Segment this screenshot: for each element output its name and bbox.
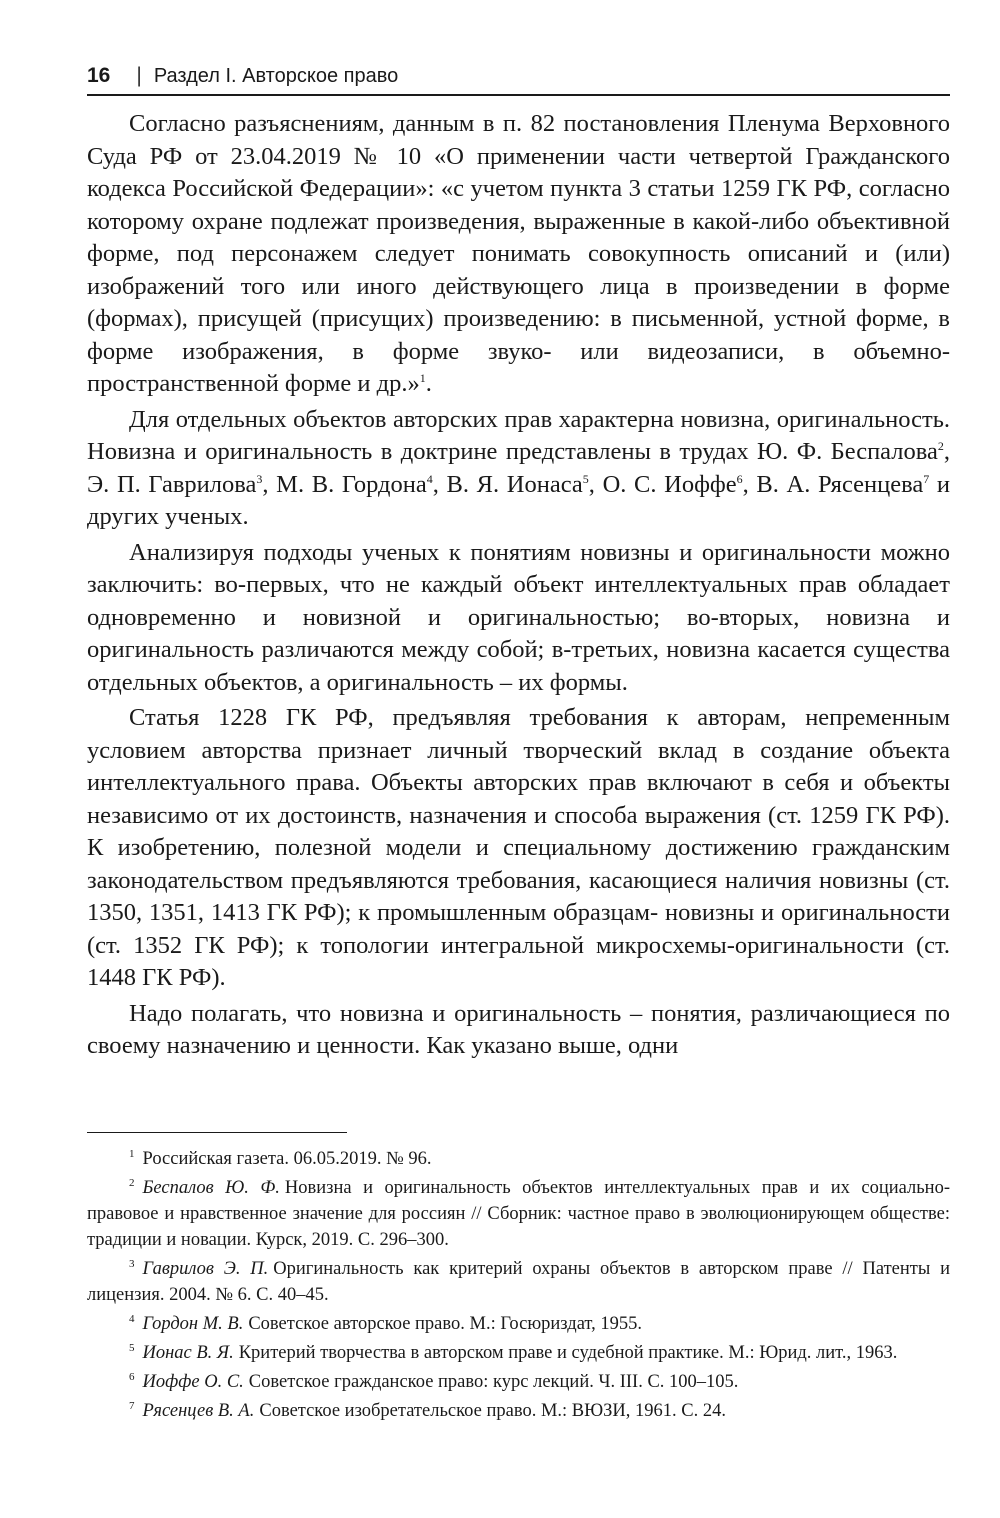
footnote-ref-7: 7 — [923, 471, 930, 486]
paragraph-1: Согласно разъяснениям, данным в п. 82 постановления Пленума Верховного Суда РФ от 23.04.2019 № 10 «О применении части четвертой Гражданского кодекса Российской Федерации»: «с учетом пункта 3 статьи 1259 ГК РФ, согласно которому охране подлежат произведения, выраженные в какой-либо объективной форме, под персонажем следует понимать совокупность описаний и (или) изображений того или иного действующего лица в произведении в форме (формах), присущей (присущих) произведению: в письменной, устной форме, в форме изображения, в форме звуко- или видеозаписи, в объемно-пространственной форме и др.»$^1$. — [87, 110, 950, 397]
footnote-2: $^2$ Беспалов Ю. Ф. Новизна и оригинальность объектов интеллектуальных прав и их социально-правовое и нравственное значение для россиян // Сборник: частное право в эволюционирующем обществе: традиции и новации. Курск, 2019. С. 296–300. — [87, 1177, 950, 1250]
footnote-ref-2: 2 — [937, 439, 944, 453]
page-number: 16 — [87, 64, 111, 87]
footnotes — [87, 1146, 950, 1427]
footnote-ref-6: 6 — [736, 471, 743, 486]
footnote-1: $^1$ Российская газета. 06.05.2019. № 96. — [129, 1148, 432, 1169]
footnote-ref-1: 1 — [419, 371, 426, 385]
footnote-ref-5: 5 — [582, 471, 589, 486]
section-title: Раздел I. Авторское право — [153, 64, 399, 87]
paragraph-2: Для отдельных объектов авторских прав характерна новизна, оригинальность. Новизна и оригинальность в доктрине представлены в трудах Ю. Ф. Беспалова$^2$, Э. П. Гаврилова$^3$, М. В. Гордона$^4$, В. Я. Ионаса$^5$, О. С. Иоффе$^6$, В. А. Рясенцева$^7$ и других ученых. — [87, 405, 950, 530]
footnote-5: $^5$ Ионас В. Я. Критерий творчества в авторском праве и судебной практике. М.: Юрид. лит., 1963. — [129, 1342, 898, 1363]
main-text — [87, 108, 950, 1066]
header-separator: | — [136, 64, 142, 87]
paragraph-4: Статья 1228 ГК РФ, предъявляя требования к авторам, непременным условием авторства признает личный творческий вклад в создание объекта интеллектуального права. Объекты авторских прав включают в себя и объекты независимо от их достоинств, назначения и способа выражения (ст. 1259 ГК РФ). К изобретению, полезной модели и специальному достижению гражданским законодательством предъявляются требования, касающиеся наличия новизны (ст. 1350, 1351, 1413 ГК РФ); к промышленным образцам- новизны и оригинальности (ст. 1352 ГК РФ); к топологии интегральной микросхемы-оригинальности (ст. 1448 ГК РФ). — [87, 704, 950, 991]
footnote-3: $^3$ Гаврилов Э. П. Оригинальность как критерий охраны объектов в авторском праве // Патенты и лицензия. 2004. № 6. С. 40–45. — [87, 1258, 951, 1305]
footnote-4: $^4$ Гордон М. В. Советское авторское право. М.: Госюриздат, 1955. — [129, 1313, 642, 1334]
footnote-7: $^7$ Рясенцев В. А. Советское изобретательское право. М.: ВЮЗИ, 1961. С. 24. — [129, 1400, 726, 1421]
paragraph-3: Анализируя подходы ученых к понятиям новизны и оригинальности можно заключить: во-первых, что не каждый объект интеллектуальных прав обладает одновременно и новизной и оригинальностью; во-вторых, новизна и оригинальность различаются между собой; в-третьих, новизна касается существа отдельных объектов, а оригинальность – их формы. — [87, 538, 950, 696]
footnote-divider — [87, 1132, 347, 1133]
footnote-6: $^6$ Иоффе О. С. Советское гражданское право: курс лекций. Ч. III. С. 100–105. — [129, 1371, 739, 1392]
running-header — [87, 58, 950, 96]
footnote-ref-3: 3 — [256, 471, 263, 486]
footnote-ref-4: 4 — [426, 471, 433, 486]
paragraph-5: Надо полагать, что новизна и оригинальность – понятия, различающиеся по своему назначению и ценности. Как указано выше, одни — [87, 999, 950, 1059]
